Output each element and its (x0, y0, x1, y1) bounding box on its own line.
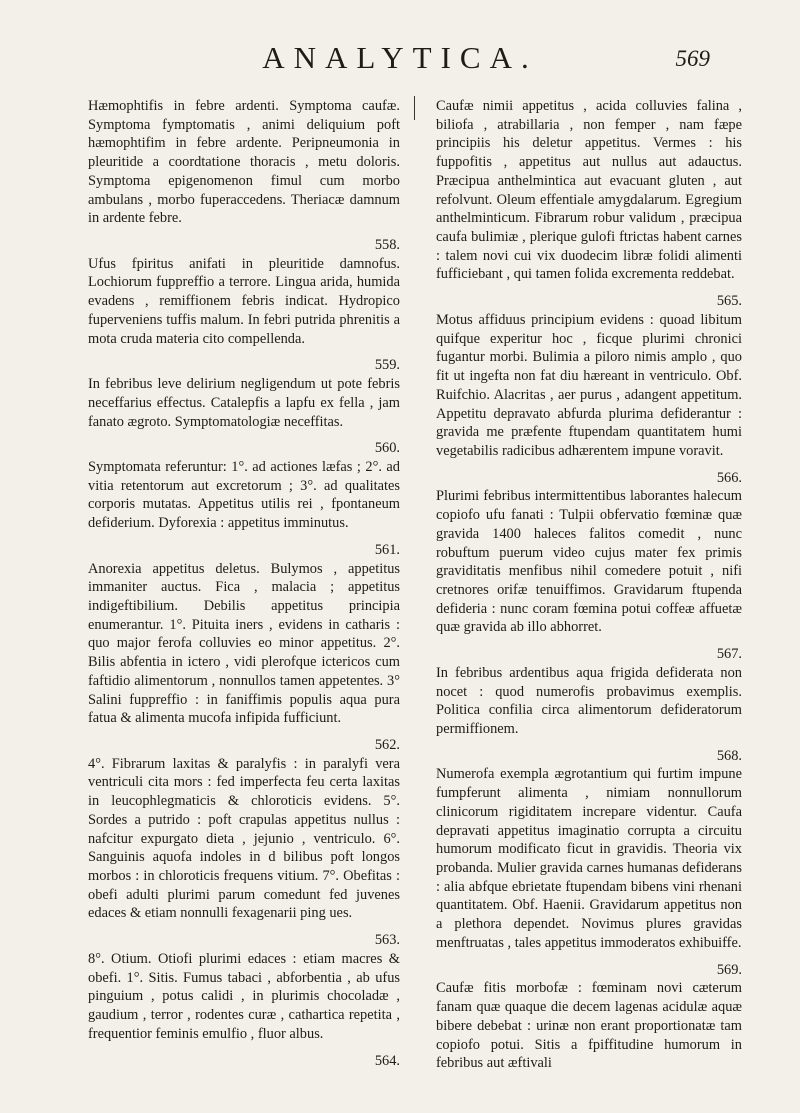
paragraph-number: 562. (374, 737, 400, 753)
paragraph: Ufus fpiritus anifati in pleuritide damnofus. Lochiorum fuppreffio a terrore. Lingua arida, humida evadens , remiffionem febris indicat. Hydropico fuperveniens tuffis malum. In febri putrida phrenitis a mota cruda materia cito compellenda. (88, 255, 400, 347)
paragraph-number: 558. (374, 237, 400, 254)
paragraph: Numerofa exempla ægrotantium qui furtim impune fumpferunt alimenta , nimiam nonnullorum clinicorum rigiditatem increpare videntur. Caufa depravati appetitus imaginatio corrupta a circuitu humorum modificato ficut in gravidis. Theoria vix probanda. Mulier gravida carnes humanas defiderans : alia abfque ebrietate ftupendam bibens vini rhenani quantitatem. Obf. Haenii. Gravidarum appetitus non a plethora dependet. Novimus plures gravidas menftruatas , tales appetitus immoderatos exhibuiffe. (436, 766, 742, 951)
paragraph-number: 564. (374, 1052, 400, 1069)
paragraph: Caufæ nimii appetitus , acida colluvies falina , biliofa , atrabillaria , non femper , nam fæpe principiis his deletur appetitus. Vermes : his fuppofitis , appetitus aut nullus aut adauctus. Præcipua anthelmintica aut evacuant gluten , aut refolvunt. Oleum effentiale amygdalarum. Egregium anthelminticum. Fibrarum robur validum , præcipua caufa bulimiæ , plerique gulofi ftrictas habent carnes : talem novi cui vix duodecim libræ folidi alimenti fufficiebant , qui tamen folida excrementa reddebat. (436, 98, 742, 283)
paragraph: Symptomata referuntur: 1°. ad actiones læfas ; 2°. ad vitia retentorum aut excretorum ; 3°. ad qualitates corporis mutatas. Appetitus utilis rei , fpontaneum defiderium. Dyforexia : appetitus imminutus. (88, 458, 400, 532)
page-number: 569 (675, 46, 710, 71)
paragraph-number: 569. (716, 961, 742, 978)
paragraph: 4°. Fibrarum laxitas & paralyfis : in paralyfi vera ventriculi cita mors : fed imperfecta feu certa laxitas in leucophlegmaticis & chloroticis evidens. 5°. Sordes a putrido : poft crapulas appetitus nullus : nafcitur expurgato dieta , jejunio , ventriculo. 6°. Sanguinis aquofa indoles in d bilibus poft longos morbos : in chloroticis frequens vitium. 7°. Obefitas : obefi adulti plurimi parum comedunt fed juvenes edaces & etiam nonnulli fexagenarii ping ues. (88, 755, 400, 922)
paragraph: In febribus ardentibus aqua frigida defiderata non nocet : quod numerofis probavimus exemplis. Politica confilia circa alimentorum defideratorum permiffionem. (436, 664, 742, 737)
right-column (436, 97, 742, 1097)
paragraph: Caufæ fitis morbofæ : fœminam novi cæterum fanam quæ quaque die decem lagenas acidulæ aquæ bibere debebat : urinæ non erant proportionatæ tam copiofo potui. Sitis a fpiffitudine humorum in febribus aut æftivali (436, 980, 742, 1072)
paragraph-number: 566. (716, 469, 742, 486)
paragraph-number: 561. (374, 541, 400, 558)
paragraph-number: 565. (716, 293, 742, 310)
paragraph: Motus affiduus principium evidens : quoad libitum quifque experitur hoc , ficque plurimi chronici fugantur morbi. Bulimia a piloro nimis amplo , quo fit ut ingefta non fat diu hæreant in ventriculo. Obf. Ruifchio. Alacritas , aer purus , adangent appetitum. Appetitu depravato abfurda plurima defiderantur : gravida me præfente ftupendam quantitatem humi vegetabilis radicibus adhærentem impune voravit. (436, 311, 742, 459)
running-title: ANALYTICA. (262, 40, 538, 75)
paragraph-number: 563. (374, 932, 400, 949)
left-column (88, 97, 400, 1097)
paragraph: 8°. Otium. Otiofi plurimi edaces : etiam macres & obefi. 1°. Sitis. Fumus tabaci , abforbentia , ab ufus pinguium , potus calidi , in plurimis chocoladæ , gaudium , terror , rodentes curæ , cathartica repetita , frequentior feminis emulfio , fluor albus. (88, 950, 400, 1042)
paragraph: In febribus leve delirium negligendum ut pote febris neceffarius effectus. Catalepfis a lapfu ex fella , jam fanato ægroto. Symptomatologiæ neceffitas. (88, 376, 400, 430)
paragraph: Anorexia appetitus deletus. Bulymos , appetitus immaniter auctus. Fica , malacia ; appetitus indigeftibilium. Debilis appetitus principia enumerantur. 1°. Pituita iners , evidens in catharis : quo major ferofa colluvies eo minor appetitus. 2°. Bilis abfentia in ictero , vidi plerofque ictericos cum faftidio alimentorum , nonnullos tamen appetentes. 3° Salini fuppreffio : in faniffimis populis aqua pura fatua & alimenta mucofa infipida fufficiunt. (88, 560, 400, 727)
paragraph-number: 568. (716, 747, 742, 764)
paragraph: Hæmophtifis in febre ardenti. Symptoma caufæ. Symptoma fymptomatis , animi deliquium poft hæmophtifim in febre ardente. Peripneumonia in pleuritide a coordtatione thoracis , metu doloris. Symptoma epigenomenon fimul cum morbo ambulans , morbo fuperaccedens. Theriacæ damnum in ardente febre. (88, 98, 400, 227)
paragraph-number: 567. (716, 646, 742, 663)
paragraph-number: 559. (374, 357, 400, 374)
paragraph-number: 560. (374, 440, 400, 457)
column-divider (414, 96, 415, 120)
paragraph: Plurimi febribus intermittentibus laborantes halecum copiofo ufu fanati : Tulpii obfervatio fœminæ quæ gravida 1400 haleces falitos comedit , nunc robuftum puerum video cujus mater fex primis graviditatis menfibus nihil comedere potuit , nifi cretnores orifæ tenuiffimos. Gravidarum ftupenda defideria : nunc coram fœmina potui coffeæ affuetæ quæ gravida ab illo abhorret. (436, 488, 742, 636)
running-head (0, 40, 800, 80)
